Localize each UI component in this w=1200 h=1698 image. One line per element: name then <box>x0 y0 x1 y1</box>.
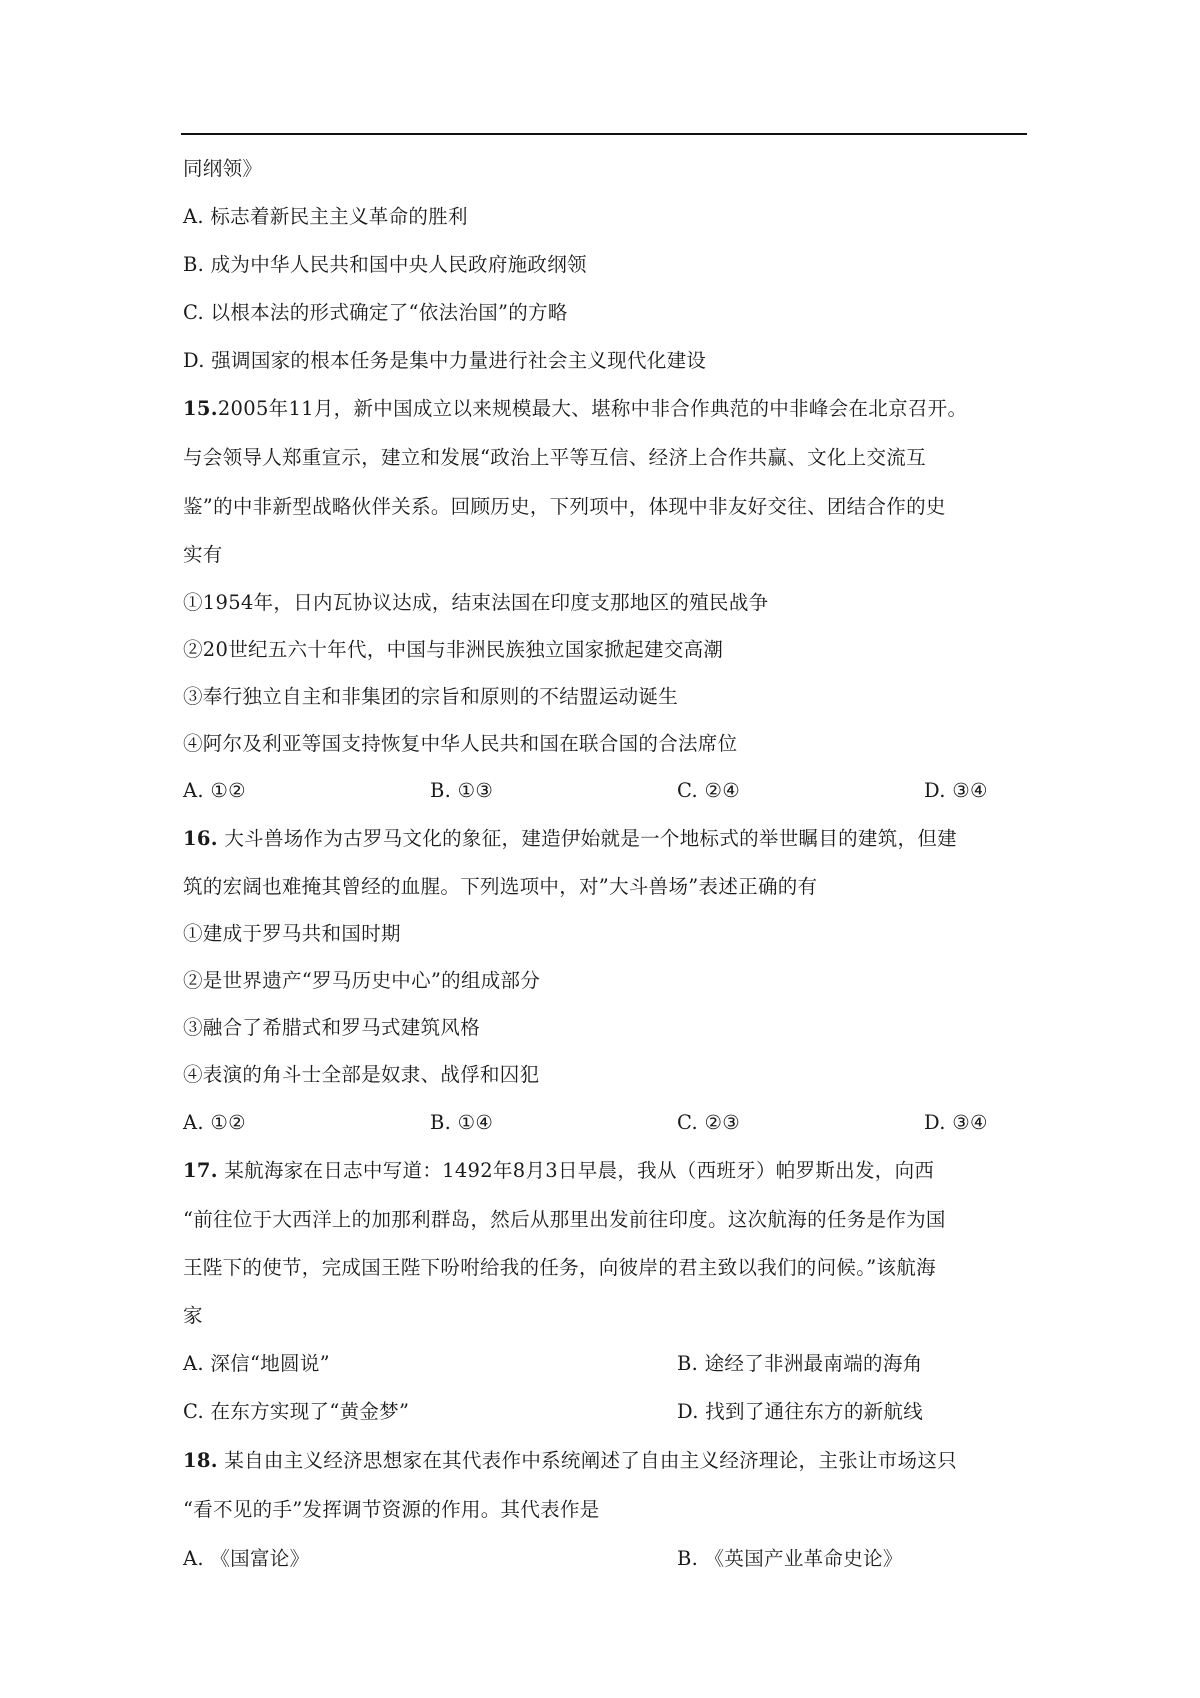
q16-option-c: C. ②③ <box>677 1111 741 1134</box>
q17-option-d: D. 找到了通往东方的新航线 <box>677 1400 924 1423</box>
q18-number: 18. <box>183 1449 218 1472</box>
q16-number: 16. <box>183 827 218 850</box>
q15-stem-line-2: 与会领导人郑重宣示，建立和发展“政治上平等互信、经济上合作共赢、文化上交流互 <box>183 446 926 469</box>
q15-item-4: ④阿尔及利亚等国支持恢复中华人民共和国在联合国的合法席位 <box>183 732 738 755</box>
q16-option-d: D. ③④ <box>924 1111 988 1134</box>
q14-option-d: D. 强调国家的根本任务是集中力量进行社会主义现代化建设 <box>183 349 707 372</box>
q15-item-2: ②20世纪五六十年代，中国与非洲民族独立国家掀起建交高潮 <box>183 638 724 661</box>
q16-item-3: ③融合了希腊式和罗马式建筑风格 <box>183 1016 481 1039</box>
header-rule <box>181 133 1027 135</box>
q14-option-c: C. 以根本法的形式确定了“依法治国”的方略 <box>183 301 568 324</box>
q17-option-b: B. 途经了非洲最南端的海角 <box>677 1352 923 1375</box>
q14-option-b: B. 成为中华人民共和国中央人民政府施政纲领 <box>183 253 587 276</box>
q15-number: 15. <box>183 397 218 420</box>
q17-stem-text-1: 某航海家在日志中写道：1492年8月3日早晨，我从（西班牙）帕罗斯出发，向西 <box>217 1159 935 1182</box>
q18-stem-line-1 <box>183 1448 957 1474</box>
q17-option-a: A. 深信“地圆说” <box>183 1352 330 1375</box>
q18-option-a: A. 《国富论》 <box>183 1547 310 1570</box>
q15-item-3: ③奉行独立自主和非集团的宗旨和原则的不结盟运动诞生 <box>183 685 679 708</box>
q15-option-c: C. ②④ <box>677 779 741 802</box>
q18-option-b: B. 《英国产业革命史论》 <box>677 1547 903 1570</box>
q15-item-1: ①1954年，日内瓦协议达成，结束法国在印度支那地区的殖民战争 <box>183 591 769 614</box>
q17-stem-line-1 <box>183 1158 934 1184</box>
q15-stem-text-1: 2005年11月，新中国成立以来规模最大、堪称中非合作典范的中非峰会在北京召开。 <box>217 397 968 420</box>
q15-stem-line-1 <box>183 396 967 422</box>
q16-item-1: ①建成于罗马共和国时期 <box>183 922 401 945</box>
q17-stem-line-2: “前往位于大西洋上的加那利群岛，然后从那里出发前往印度。这次航海的任务是作为国 <box>183 1208 946 1231</box>
q15-option-b: B. ①③ <box>430 779 494 802</box>
q17-stem-line-4: 家 <box>183 1304 203 1327</box>
q15-option-a: A. ①② <box>183 779 246 802</box>
q16-item-2: ②是世界遗产“罗马历史中心”的组成部分 <box>183 969 541 992</box>
q15-option-d: D. ③④ <box>924 779 988 802</box>
q16-stem-line-1 <box>183 826 957 852</box>
q16-stem-line-2: 筑的宏阔也难掩其曾经的血腥。下列选项中，对”大斗兽场”表述正确的有 <box>183 875 818 898</box>
q17-stem-line-3: 王陛下的使节，完成国王陛下吩咐给我的任务，向彼岸的君主致以我们的问候。”该航海 <box>183 1256 936 1279</box>
q14-stem-continuation: 同纲领》 <box>183 157 263 180</box>
q16-option-a: A. ①② <box>183 1111 246 1134</box>
q18-stem-line-2: “看不见的手”发挥调节资源的作用。其代表作是 <box>183 1498 600 1521</box>
q16-stem-text-1: 大斗兽场作为古罗马文化的象征，建造伊始就是一个地标式的举世瞩目的建筑，但建 <box>217 827 957 850</box>
q18-stem-text-1: 某自由主义经济思想家在其代表作中系统阐述了自由主义经济理论，主张让市场这只 <box>217 1449 957 1472</box>
q16-item-4: ④表演的角斗士全部是奴隶、战俘和囚犯 <box>183 1063 540 1086</box>
q17-option-c: C. 在东方实现了“黄金梦” <box>183 1400 410 1423</box>
q17-number: 17. <box>183 1159 218 1182</box>
q15-stem-line-4: 实有 <box>183 543 223 566</box>
q14-option-a: A. 标志着新民主主义革命的胜利 <box>183 205 468 228</box>
q15-stem-line-3: 鉴”的中非新型战略伙伴关系。回顾历史，下列项中，体现中非友好交往、团结合作的史 <box>183 495 946 518</box>
q16-option-b: B. ①④ <box>430 1111 494 1134</box>
